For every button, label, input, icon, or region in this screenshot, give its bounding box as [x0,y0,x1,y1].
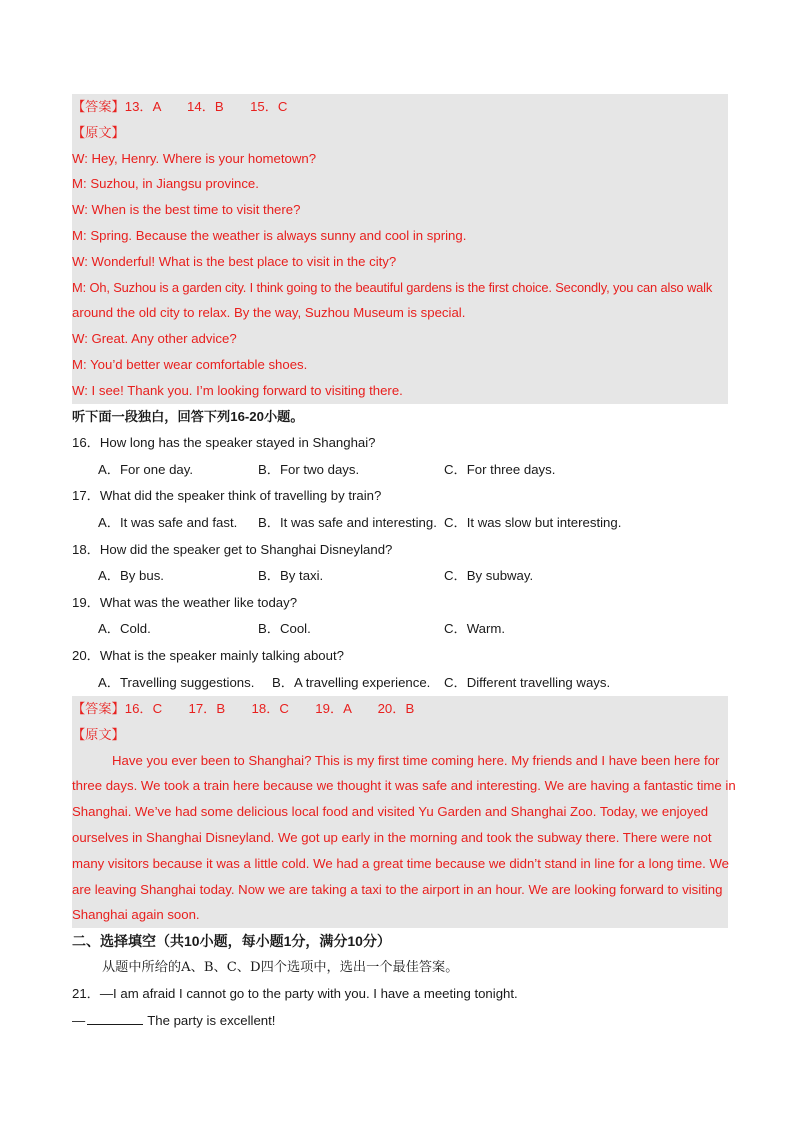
option-a: A．By bus. [98,568,164,584]
transcript-line: Shanghai again soon. [72,907,200,923]
transcript-label: 【原文】 [72,124,125,140]
question-17 [72,483,728,536]
options-row [72,457,728,484]
dash: — [72,1013,86,1029]
option-c: C．For three days. [444,461,556,477]
transcript-line: W: Great. Any other advice? [72,331,237,347]
question-20 [72,643,728,696]
transcript-line: W: When is the best time to visit there? [72,202,301,218]
options-row [72,563,728,590]
transcript-line: many visitors because it was a little cold. We had a great time because we didn’t stand in line for a long time. We [72,855,730,871]
options-row [72,510,728,537]
option-a: A．Cold. [98,621,151,637]
section-2-heading: 二、选择填空（共10小题，每小题1分，满分10分） [72,933,391,950]
transcript-line: W: Hey, Henry. Where is your hometown? [72,150,317,166]
document-page [72,94,736,1035]
options-row [72,670,728,697]
transcript-line: are leaving Shanghai today. Now we are taking a taxi to the airport in an hour. We are looking forward to visiting [72,881,723,897]
question-21-text: 21．—I am afraid I cannot go to the party with you. I have a meeting tonight. [72,986,518,1002]
option-b: B．For two days. [258,461,360,477]
transcript-line: W: Wonderful! What is the best place to visit in the city? [72,253,397,269]
transcript-line: around the old city to relax. By the way, Suzhou Museum is special. [72,305,466,321]
option-c: C．By subway. [444,568,534,584]
transcript-line: Have you ever been to Shanghai? This is my first time coming here. My friends and I have been here for [112,752,720,768]
transcript-line: ourselves in Shanghai Disneyland. We got up early in the morning and took the subway there. There were not [72,830,712,846]
answer-key-16-20: 【答案】16．C 17．B 18．C 19．A 20．B [72,701,415,717]
option-b: B．Cool. [258,621,311,637]
option-a: A．Travelling suggestions. [98,674,255,690]
option-a: A．For one day. [98,461,194,477]
section-instruction: 听下面一段独白，回答下列16-20小题。 [72,408,304,424]
option-a: A．It was safe and fast. [98,514,238,530]
question-18 [72,537,728,590]
answer-block-2 [72,696,736,928]
option-b: B．It was safe and interesting. [258,514,437,530]
question-text: 17．What did the speaker think of travelling by train? [72,488,382,504]
question-text: 16．How long has the speaker stayed in Shanghai? [72,435,376,451]
transcript-line: M: Suzhou, in Jiangsu province. [72,176,259,192]
response-text: The party is excellent! [147,1013,276,1029]
question-text: 19．What was the weather like today? [72,594,298,610]
option-b: B．A travelling experience. [272,674,431,690]
option-c: C．It was slow but interesting. [444,514,622,530]
transcript-line: M: Spring. Because the weather is always sunny and cool in spring. [72,227,467,243]
option-b: B．By taxi. [258,568,324,584]
question-21-response [72,1008,728,1035]
answer-blank [87,1012,143,1025]
transcript-line: M: Oh, Suzhou is a garden city. I think going to the beautiful gardens is the first choice. Secondly, you can also walk [72,279,713,295]
transcript-line: Shanghai. We’ve had some delicious local food and visited Yu Garden and Shanghai Zoo. Today, we enjoyed [72,804,709,820]
question-text: 20．What is the speaker mainly talking about? [72,647,344,663]
option-c: C．Different travelling ways. [444,674,611,690]
transcript-line: three days. We took a train here because we thought it was safe and interesting. We are having a fantastic time in [72,778,736,794]
transcript-line: M: You’d better wear comfortable shoes. [72,356,308,372]
question-16 [72,430,728,483]
options-row [72,616,728,643]
question-text: 18．How did the speaker get to Shanghai Disneyland? [72,541,393,557]
question-19 [72,590,728,643]
transcript-label: 【原文】 [72,726,125,742]
answer-key-13-15: 【答案】13．A 14．B 15．C [72,99,288,114]
option-c: C．Warm. [444,621,506,637]
transcript-line: W: I see! Thank you. I’m looking forward to visiting there. [72,382,403,398]
answer-block-1 [72,94,728,404]
section-2-instruction: 从题中所给的A、B、C、D四个选项中，选出一个最佳答案。 [102,959,459,975]
